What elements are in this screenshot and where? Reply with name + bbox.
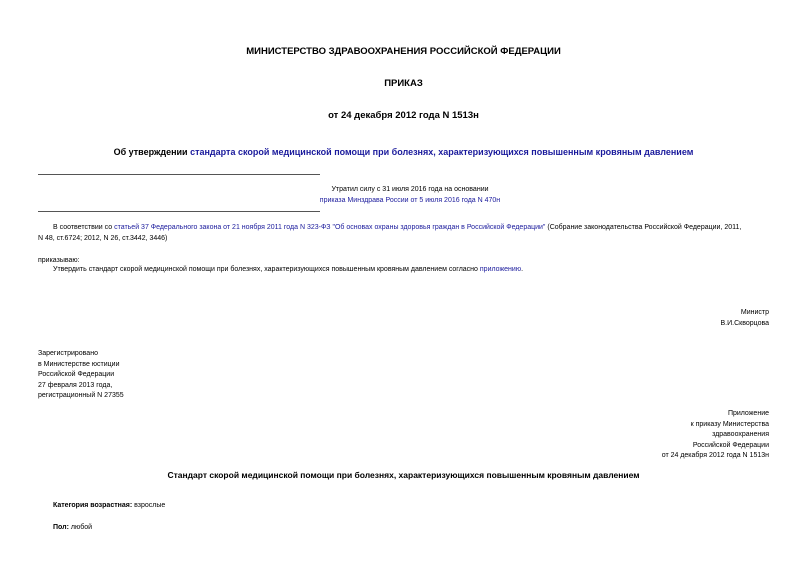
order-text-end: .	[521, 266, 524, 273]
registration-line: в Министерстве юстиции	[38, 360, 120, 368]
standard-title: Стандарт скорой медицинской помощи при болезнях, характеризующихся повышенным кровяным давлением	[167, 470, 640, 480]
appendix-line: здравоохранения	[712, 431, 769, 438]
appendix-line: Приложение	[727, 410, 769, 417]
preamble-text-end: (Собрание законодательства Российской Федерации, 2011,	[545, 224, 742, 231]
age-category	[53, 501, 165, 512]
sex-category	[53, 523, 92, 534]
registration-block	[38, 349, 124, 402]
sex-value: любой	[68, 524, 93, 531]
revocation-note: Утратил силу с 31 июля 2016 года на основании	[331, 186, 489, 193]
signature-name: В.И.Скворцова	[720, 320, 769, 327]
age-category-value: взрослые	[132, 502, 166, 509]
registration-line: регистрационный N 27355	[38, 392, 124, 399]
registration-line: Российской Федерации	[38, 371, 115, 378]
sex-label: Пол:	[53, 524, 69, 531]
order-title	[0, 147, 807, 157]
appendix-block	[662, 409, 769, 462]
standard-title-link[interactable]: стандарта скорой медицинской помощи при болезнях, характеризующихся повышенным кровяным давлением	[190, 147, 694, 157]
revocation-link[interactable]: приказа Минздрава России от 5 июля 2016 года N 470н	[319, 197, 501, 204]
order-keyword: приказываю:	[38, 257, 80, 264]
appendix-line: от 24 декабря 2012 года N 1513н	[661, 452, 769, 459]
appendix-link[interactable]: приложению	[479, 266, 522, 273]
preamble-text-start: В соответствии со	[53, 224, 115, 231]
divider-top	[38, 174, 320, 175]
order-date-number: от 24 декабря 2012 года N 1513н	[328, 110, 479, 121]
preamble-line1	[53, 223, 741, 234]
divider-bottom	[38, 211, 320, 212]
ministry-name: МИНИСТЕРСТВО ЗДРАВООХРАНЕНИЯ РОССИЙСКОЙ ФЕДЕРАЦИИ	[246, 46, 561, 57]
preamble-line2: N 48, ст.6724; 2012, N 26, ст.3442, 3446)	[38, 235, 168, 242]
order-text	[53, 265, 523, 276]
age-category-label: Категория возрастная:	[53, 502, 133, 509]
appendix-line: Российской Федерации	[692, 441, 769, 449]
appendix-line: к приказу Министерства	[690, 420, 769, 428]
registration-line: Зарегистрировано	[38, 350, 98, 357]
order-title-prefix: Об утверждении	[113, 147, 191, 157]
law-article-link[interactable]: статьей 37 Федерального закона от 21 ноября 2011 года N 323-ФЗ "Об основах охраны здоровья граждан в Российской Федерации"	[114, 224, 546, 231]
registration-line: 27 февраля 2013 года,	[38, 381, 113, 389]
order-text-body: Утвердить стандарт скорой медицинской помощи при болезнях, характеризующихся повышенным кровяным давлением согласно	[53, 266, 480, 273]
document-type: ПРИКАЗ	[384, 78, 423, 89]
signature-position: Министр	[740, 309, 769, 316]
